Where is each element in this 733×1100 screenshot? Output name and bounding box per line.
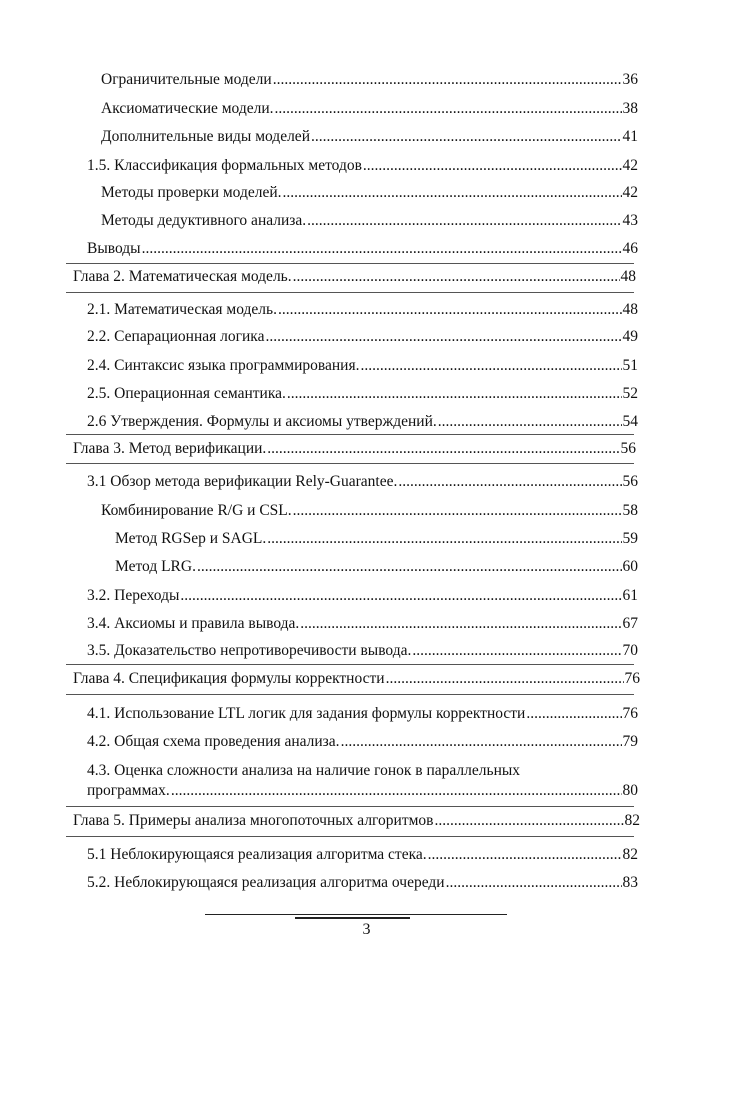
toc-chapter-entry	[73, 440, 636, 458]
toc-leader-dots	[283, 184, 622, 202]
footer-rule-top	[205, 914, 507, 915]
toc-entry-page: 70	[622, 642, 638, 659]
toc-chapter-entry	[73, 268, 636, 286]
toc-leader-dots	[363, 157, 622, 175]
toc-leader-dots	[273, 71, 622, 89]
toc-leader-dots	[300, 615, 621, 633]
toc-entry	[87, 782, 638, 800]
toc-entry-page: 48	[620, 268, 636, 285]
toc-entry	[101, 71, 638, 89]
toc-leader-dots	[311, 128, 622, 146]
toc-entry	[87, 240, 638, 258]
toc-entry-title: Глава 5. Примеры анализа многопоточных алгоритмов	[73, 812, 434, 829]
toc-leader-dots	[428, 846, 622, 864]
toc-leader-dots	[293, 268, 620, 286]
toc-leader-dots	[265, 328, 621, 346]
toc-entry-title: 3.1 Обзор метода верификации Rely-Guarantee.	[87, 473, 398, 490]
row-separator	[66, 836, 634, 837]
toc-entry	[101, 502, 638, 520]
toc-leader-dots	[526, 705, 621, 723]
toc-leader-dots	[142, 240, 622, 258]
toc-entry-title: Глава 2. Математическая модель.	[73, 268, 292, 285]
toc-entry-title: 3.5. Доказательство непротиворечивости вывода.	[87, 642, 412, 659]
toc-entry	[87, 874, 638, 892]
toc-entry	[115, 558, 638, 576]
page-number: 3	[362, 921, 371, 938]
toc-entry	[87, 385, 638, 403]
footer-rule-accent	[295, 917, 410, 919]
row-separator	[66, 434, 634, 435]
toc-entry	[87, 301, 638, 319]
toc-entry-title: Метод LRG.	[115, 558, 196, 575]
toc-entry-title: программах.	[87, 782, 170, 799]
toc-leader-dots	[171, 782, 622, 800]
toc-entry-page: 82	[624, 812, 640, 829]
toc-entry-title: 2.2. Сепарационная логика	[87, 328, 265, 345]
toc-entry	[87, 328, 638, 346]
toc-entry-title: Ограничительные модели	[101, 71, 272, 88]
toc-chapter-entry	[73, 812, 640, 830]
toc-leader-dots	[293, 502, 622, 520]
toc-entry-page: 76	[624, 670, 640, 687]
row-separator	[66, 292, 634, 293]
toc-entry-page: 80	[622, 782, 638, 799]
toc-entry-page: 43	[622, 212, 638, 229]
toc-entry-page: 79	[622, 733, 638, 750]
toc-leader-dots	[386, 670, 624, 688]
toc-entry	[87, 615, 638, 633]
row-separator	[66, 806, 634, 807]
toc-entry-title: Аксиоматические модели.	[101, 100, 274, 117]
toc-entry	[87, 357, 638, 375]
toc-entry-title: 4.1. Использование LTL логик для задания формулы корректности	[87, 705, 526, 722]
toc-entry-page: 48	[622, 301, 638, 318]
toc-entry-title: 3.4. Аксиомы и правила вывода.	[87, 615, 300, 632]
toc-entry-page: 61	[622, 587, 638, 604]
toc-entry	[115, 530, 638, 548]
toc-entry-title: 1.5. Классификация формальных методов	[87, 157, 362, 174]
toc-entry	[87, 413, 638, 431]
toc-entry-page: 51	[622, 357, 638, 374]
toc-entry-page: 42	[622, 184, 638, 201]
toc-entry-page: 49	[622, 328, 638, 345]
toc-entry-title: 2.1. Математическая модель.	[87, 301, 277, 318]
toc-entry-title: Комбинирование R/G и CSL.	[101, 502, 292, 519]
toc-entry-page: 60	[622, 558, 638, 575]
toc-entry-page: 52	[622, 385, 638, 402]
toc-entry-page: 38	[622, 100, 638, 117]
toc-entry	[87, 587, 638, 605]
toc-entry-page: 76	[622, 705, 638, 722]
toc-entry-page: 46	[622, 240, 638, 257]
toc-entry-page: 36	[622, 71, 638, 88]
toc-chapter-entry	[73, 670, 640, 688]
toc-entry-title: Методы проверки моделей.	[101, 184, 282, 201]
toc-entry-page: 41	[622, 128, 638, 145]
toc-leader-dots	[275, 100, 622, 118]
toc-entry-page: 54	[622, 413, 638, 430]
toc-leader-dots	[267, 440, 619, 458]
toc-leader-dots	[197, 558, 622, 576]
toc-leader-dots	[180, 587, 621, 605]
toc-entry	[101, 128, 638, 146]
toc-entry-page: 58	[622, 502, 638, 519]
toc-entry-title: 2.6 Утверждения. Формулы и аксиомы утверждений.	[87, 413, 437, 430]
toc-leader-dots	[307, 212, 621, 230]
toc-entry	[87, 733, 638, 751]
toc-entry-page: 59	[622, 530, 638, 547]
row-separator	[66, 694, 634, 695]
toc-entry-title-line1: 4.3. Оценка сложности анализа на наличие гонок в параллельных	[87, 762, 521, 779]
toc-entry-title: 4.2. Общая схема проведения анализа.	[87, 733, 340, 750]
toc-entry-title: Метод RGSep и SAGL.	[115, 530, 267, 547]
toc-leader-dots	[398, 473, 621, 491]
row-separator	[66, 664, 634, 665]
toc-entry-page: 67	[622, 615, 638, 632]
toc-entry-page: 82	[622, 846, 638, 863]
toc-entry-title: 3.2. Переходы	[87, 587, 180, 604]
toc-entry	[87, 473, 638, 491]
toc-leader-dots	[341, 733, 622, 751]
toc-entry-page: 56	[620, 440, 636, 457]
toc-entry-title: Выводы	[87, 240, 141, 257]
toc-entry-title: 2.5. Операционная семантика.	[87, 385, 286, 402]
row-separator	[66, 263, 634, 264]
toc-entry-title: Глава 3. Метод верификации.	[73, 440, 267, 457]
toc-entry-title: 5.1 Неблокирующаяся реализация алгоритма стека.	[87, 846, 427, 863]
toc-leader-dots	[278, 301, 622, 319]
toc-leader-dots	[267, 530, 621, 548]
toc-entry	[101, 212, 638, 230]
toc-entry-title: Глава 4. Спецификация формулы корректности	[73, 670, 385, 687]
toc-leader-dots	[412, 642, 621, 660]
row-separator	[66, 463, 634, 464]
toc-entry-page: 42	[622, 157, 638, 174]
toc-entry	[87, 642, 638, 660]
toc-entry-page: 56	[622, 473, 638, 490]
toc-entry	[101, 100, 638, 118]
toc-leader-dots	[434, 812, 623, 830]
toc-entry-title: 2.4. Синтаксис языка программирования.	[87, 357, 360, 374]
toc-entry	[87, 157, 638, 175]
toc-entry-title: Методы дедуктивного анализа.	[101, 212, 307, 229]
toc-entry-page: 83	[622, 874, 638, 891]
toc-entry	[87, 705, 638, 723]
toc-leader-dots	[360, 357, 621, 375]
toc-leader-dots	[287, 385, 622, 403]
toc-entry-title: 5.2. Неблокирующаяся реализация алгоритма очереди	[87, 874, 445, 891]
toc-leader-dots	[438, 413, 622, 431]
toc-entry-title: Дополнительные виды моделей	[101, 128, 310, 145]
toc-leader-dots	[446, 874, 622, 892]
toc-entry	[101, 184, 638, 202]
toc-entry	[87, 846, 638, 864]
